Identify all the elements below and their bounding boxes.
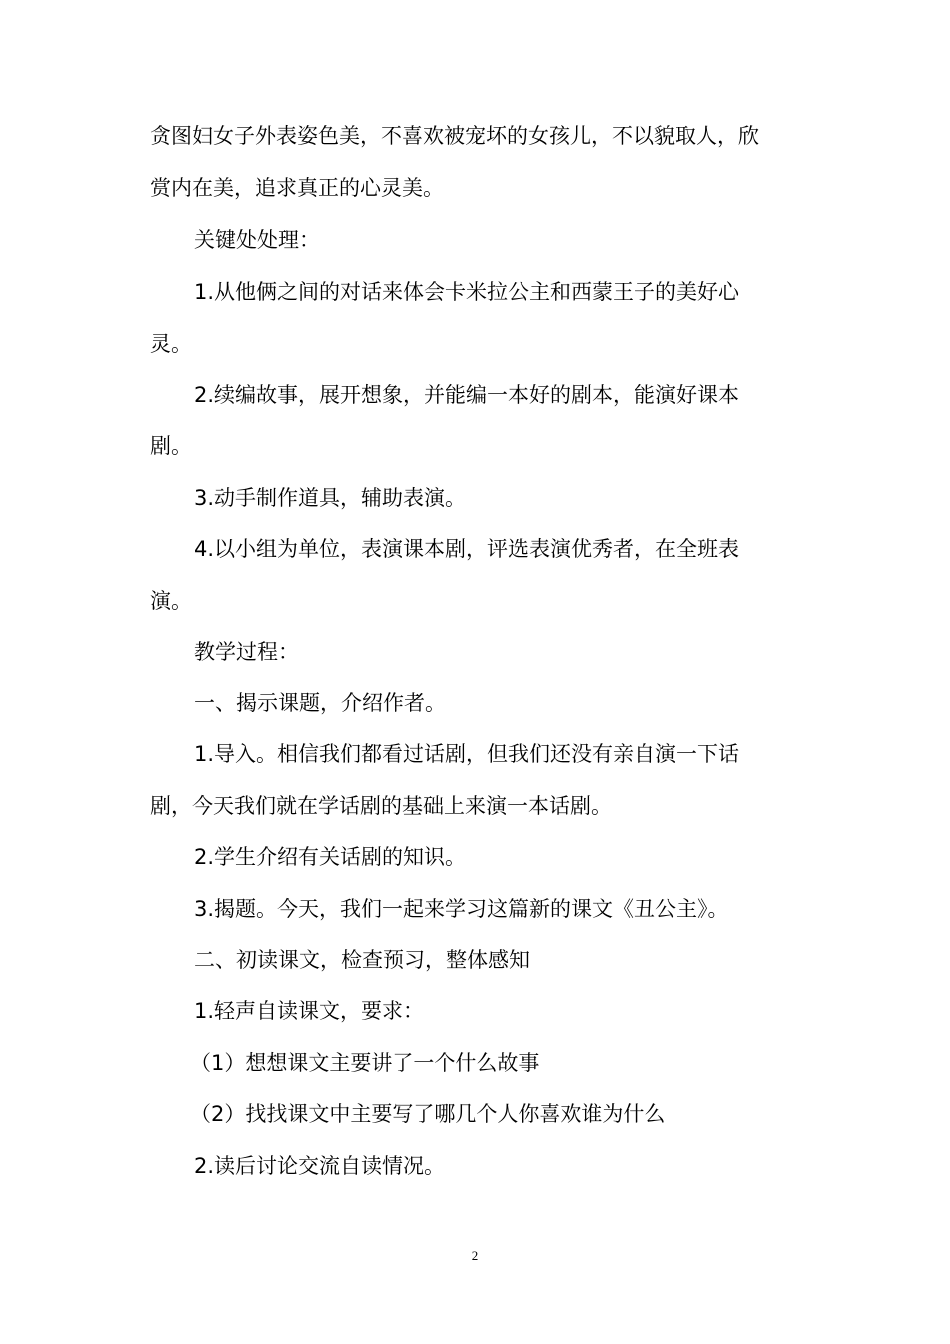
list-item: 3.动手制作道具，辅助表演。 <box>194 486 467 510</box>
list-item: 2.学生介绍有关话剧的知识。 <box>194 845 467 869</box>
text-line: 剧，今天我们就在学话剧的基础上来演一本话剧。 <box>150 794 612 818</box>
sub-list-item: （1）想想课文主要讲了一个什么故事 <box>190 1051 540 1075</box>
text-line: 赏内在美，追求真正的心灵美。 <box>150 176 444 200</box>
section-heading: 教学过程： <box>194 640 299 664</box>
text-line: 剧。 <box>150 434 192 458</box>
list-item: 3.揭题。今天，我们一起来学习这篇新的课文《丑公主》。 <box>194 897 729 921</box>
list-item: 2.读后讨论交流自读情况。 <box>194 1154 446 1178</box>
list-item: 1.导入。相信我们都看过话剧，但我们还没有亲自演一下话 <box>194 742 740 766</box>
sub-list-item: （2）找找课文中主要写了哪几个人你喜欢谁为什么 <box>190 1102 666 1126</box>
section-heading: 二、初读课文，检查预习，整体感知 <box>194 948 530 972</box>
text-line: 贪图妇女子外表姿色美，不喜欢被宠坏的女孩儿，不以貌取人，欣 <box>150 124 759 148</box>
list-item: 1.轻声自读课文，要求： <box>194 999 425 1023</box>
text-line: 演。 <box>150 589 192 613</box>
list-item: 4.以小组为单位，表演课本剧，评选表演优秀者，在全班表 <box>194 537 740 561</box>
section-heading: 一、揭示课题，介绍作者。 <box>194 691 446 715</box>
list-item: 2.续编故事，展开想象，并能编一本好的剧本，能演好课本 <box>194 383 740 407</box>
list-item: 1.从他俩之间的对话来体会卡米拉公主和西蒙王子的美好心 <box>194 280 740 304</box>
text-line: 灵。 <box>150 332 192 356</box>
section-heading: 关键处处理： <box>194 228 320 252</box>
page-number: 2 <box>471 1248 479 1263</box>
